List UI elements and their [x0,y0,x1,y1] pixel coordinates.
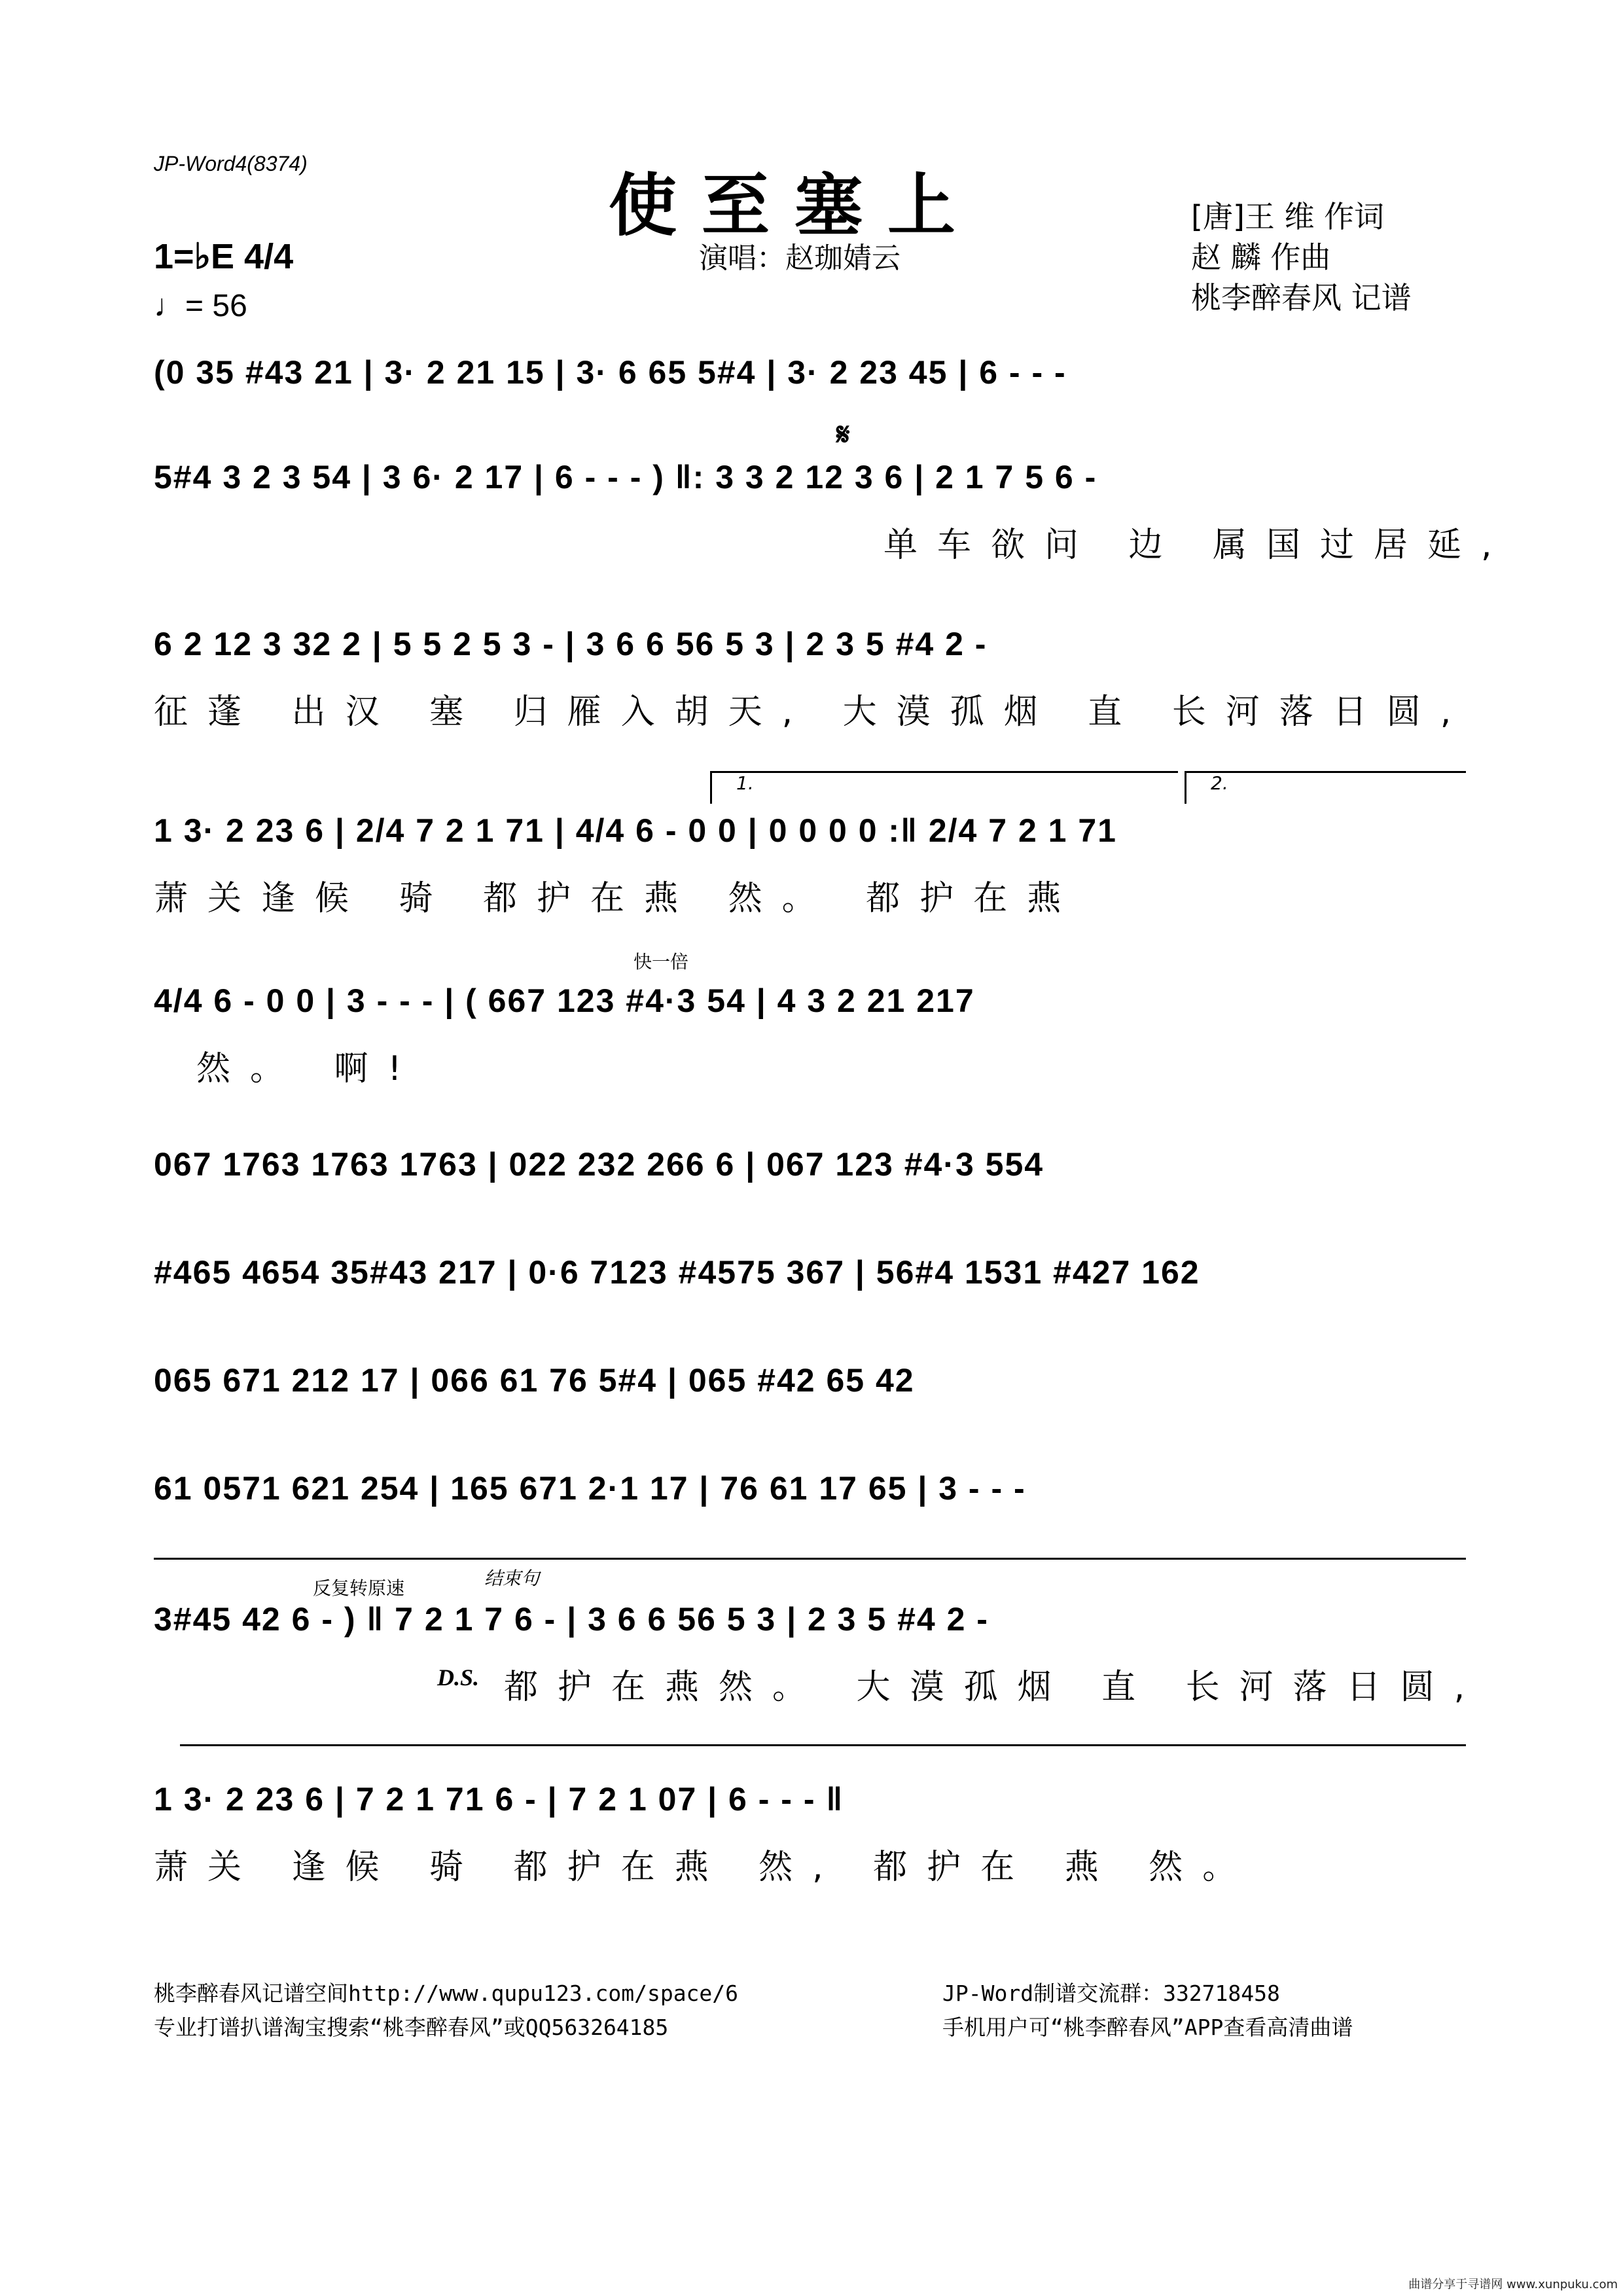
row-4-notes: 1 3· 2 23 6 | 2/4 7 2 1 71 | 4/4 6 - 0 0 | 0 0 0 0 :‖ 2/4 7 2 1 71 [154,812,1117,849]
back-tempo-marking: 反复转原速 [313,1577,405,1599]
row-2-notes: 5#4 3 2 3 54 | 3 6· 2 17 | 6 - - - ) ‖: 3 3 2 12 3 6 | 2 1 7 5 6 - [154,459,1097,495]
row-8-notes: 065 671 212 17 | 066 61 76 5#4 | 065 #42 65 42 [154,1362,915,1399]
row-2-lyrics: 单车欲问 边 属国过居延, [883,526,1512,565]
row-7-notes: #465 4654 35#43 217 | 0·6 7123 #4575 367 | 56#4 1531 #427 162 [154,1254,1200,1291]
row-11-lyrics: 萧关 逢候 骑 都护在燕 然, 都护在 燕 然。 [154,1848,1257,1887]
row-9-notes: 61 0571 621 254 | 165 671 2·1 17 | 76 61 17 65 | 3 - - - [154,1470,1026,1507]
row-5-notes: 4/4 6 - 0 0 | 3 - - - | ( 667 123 #4·3 54 | 4 3 2 21 217 [154,982,975,1019]
row-10-lyrics: 都护在燕然。 大漠孤烟 直 长河落日圆, [504,1668,1485,1707]
row-4-lyrics: 萧关逢候 骑 都护在燕 然。 都护在燕 [154,879,1081,918]
credits [1191,196,1472,318]
faster-marking: 快一倍 [633,951,689,973]
row-11-top-line [180,1744,1466,1746]
tempo-marking: ♩= 56 [154,289,247,323]
row-3-notes: 6 2 12 3 32 2 | 5 5 2 5 3 - | 3 6 6 56 5 3 | 2 3 5 #4 2 - [154,626,988,662]
page-title: 使至塞上 [609,165,981,245]
footer-left-1: 桃李醉春风记谱空间http://www.qupu123.com/space/6 [154,1981,739,2006]
singer: 演唱：赵珈婧云 [699,242,901,275]
volta-1-label: 1. [736,772,754,794]
ds-marking: D.S. [437,1664,480,1691]
segno-sign: 𝄋 [836,416,850,453]
footer-right-2: 手机用户可“桃李醉春风”APP查看高清曲谱 [942,2015,1353,2040]
key-signature: 1=♭E 4/4 [154,237,294,276]
lyricist: [唐]王 维 作词 [1191,199,1385,234]
footer-right-1: JP-Word制谱交流群：332718458 [942,1981,1280,2006]
ending-marking: 结束句 [484,1568,540,1589]
watermark: 曲谱分享于寻谱网 www.xunpuku.com [1408,2278,1618,2291]
volta-2-left [1185,771,1186,804]
volta-1-left [710,771,712,804]
software-label: JP-Word4(8374) [154,152,308,175]
footer-left-2: 专业打谱扒谱淘宝搜索“桃李醉春风”或QQ563264185 [154,2015,669,2040]
row-6-notes: 067 1763 1763 1763 | 022 232 266 6 | 067 123 #4·3 554 [154,1146,1044,1183]
row-3-lyrics: 征蓬 出汉 塞 归雁入胡天, 大漠孤烟 直 长河落日圆, [154,692,1471,732]
composer: 赵 麟 作曲 [1191,240,1331,275]
volta-2-label: 2. [1211,772,1228,794]
transcriber: 桃李醉春风 记谱 [1191,280,1412,315]
ending-bracket [154,1558,1466,1560]
volta-1-bracket [710,771,1178,773]
row-5-lyrics: 然。 啊! [196,1049,421,1088]
row-10-notes: 3#45 42 6 - ) ‖ 7 2 1 7 6 - | 3 6 6 56 5 3 | 2 3 5 #4 2 - [154,1601,989,1638]
row-1-notes: (0 35 #43 21 | 3· 2 21 15 | 3· 6 65 5#4 | 3· 2 23 45 | 6 - - - [154,354,1067,391]
row-11-notes: 1 3· 2 23 6 | 7 2 1 71 6 - | 7 2 1 07 | 6 - - - ‖ [154,1781,844,1818]
